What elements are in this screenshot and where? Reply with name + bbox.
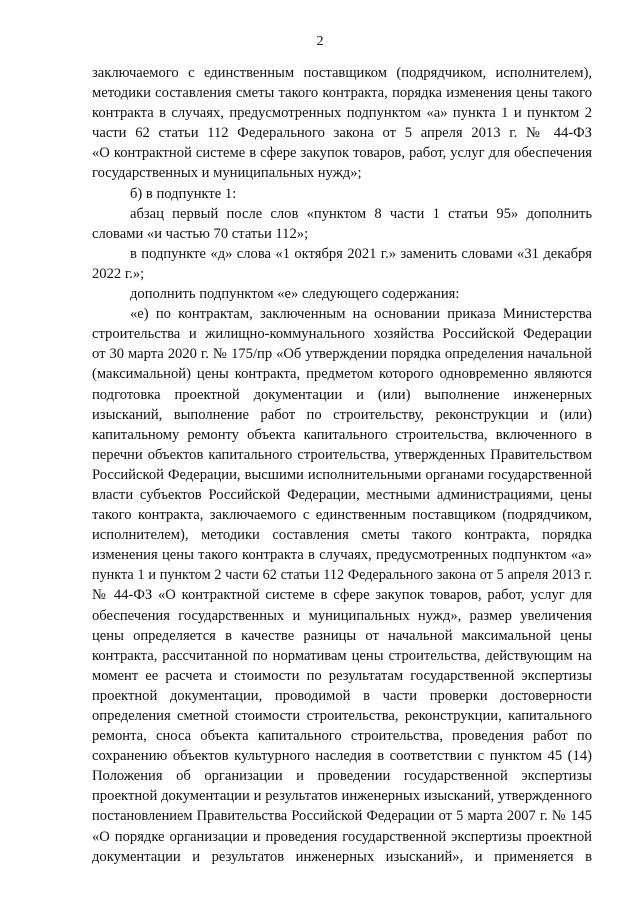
text-line: заключаемого с единственным поставщиком (подрядчиком, исполнителем), [92, 65, 592, 81]
text-line: власти субъектов Российской Федерации, местными администрациями, цены [92, 486, 592, 503]
page-number: 2 [316, 34, 324, 49]
text-line: № 44-ФЗ «О контрактной системе в сфере закупок товаров, работ, услуг для [92, 587, 592, 604]
text-line: пункта 1 и пунктом 2 части 62 статьи 112 Федерального закона от 5 апреля 2013 г. [92, 567, 592, 584]
text-line: методики составления сметы такого контракта, порядка изменения цены такого [92, 85, 592, 102]
text-line: ремонта, сноса объекта капитального строительства, проведения работ по [92, 728, 592, 745]
text-line: части 62 статьи 112 Федерального закона от 5 апреля 2013 г. № 44-ФЗ [92, 125, 592, 142]
text-line: проектной документации, проводимой в части проверки достоверности [92, 687, 592, 704]
text-line: момент ее расчета и стоимости по результатам государственной экспертизы [92, 667, 592, 684]
text-line: строительства и жилищно-коммунального хозяйства Российской Федерации [92, 326, 592, 343]
document-body [92, 63, 592, 867]
text-line: контракта, рассчитанной по нормативам цены строительства, действующим на [92, 647, 592, 664]
text-line: «О контрактной системе в сфере закупок товаров, работ, услуг для обеспечения [92, 145, 592, 162]
text-line: постановлением Правительства Российской Федерации от 5 марта 2007 г. № 145 [92, 808, 592, 825]
text-line: б) в подпункте 1: [130, 185, 237, 202]
text-line: дополнить подпунктом «е» следующего содержания: [130, 286, 460, 303]
text-line: цены определяется в качестве разницы от начальной максимальной цены [92, 627, 592, 644]
text-line: сохранению объектов культурного наследия в соответствии с пунктом 45 (14) [92, 748, 592, 765]
text-line: «О порядке организации и проведения государственной экспертизы проектной [92, 828, 592, 845]
text-line: (максимальной) цены контракта, предметом которого одновременно являются [92, 366, 592, 383]
text-line: контракта в случаях, предусмотренных подпунктом «а» пункта 1 и пунктом 2 [92, 105, 592, 122]
text-line: изысканий, выполнение работ по строительству, реконструкции и (или) [92, 406, 592, 423]
text-line: документации и результатов инженерных изысканий», и применяется в [92, 848, 592, 865]
text-line: Российской Федерации, высшими исполнительными органами государственной [92, 466, 592, 483]
text-line: перечни объектов капитального строительства, утвержденных Правительством [92, 446, 592, 463]
text-line: такого контракта, заключаемого с единственным поставщиком (подрядчиком, [92, 507, 592, 524]
text-line: обеспечения государственных и муниципальных нужд», размер увеличения [92, 607, 592, 624]
text-line: капитальному ремонту объекта капитального строительства, включенного в [92, 426, 592, 443]
text-line: в подпункте «д» слова «1 октября 2021 г.» заменить словами «31 декабря [130, 245, 592, 262]
text-line: определения сметной стоимости строительства, реконструкции, капитального [92, 708, 592, 724]
text-line: от 30 марта 2020 г. № 175/пр «Об утверждении порядка определения начальной [92, 346, 592, 363]
text-line: абзац первый после слов «пунктом 8 части 1 статьи 95» дополнить [130, 205, 592, 222]
text-line: проектной документации и результатов инженерных изысканий, утвержденного [92, 788, 592, 805]
text-line: словами «и частью 70 статьи 112»; [92, 225, 309, 242]
text-line: подготовка проектной документации и (или) выполнение инженерных [92, 386, 592, 403]
text-line: Положения об организации и проведении государственной экспертизы [92, 768, 592, 785]
text-line: государственных и муниципальных нужд»; [92, 165, 362, 182]
text-line: исполнителем), методики составления сметы такого контракта, порядка [92, 527, 592, 544]
text-line: «е) по контрактам, заключенным на основании приказа Министерства [130, 306, 592, 323]
text-line: 2022 г.»; [92, 265, 145, 282]
text-line: изменения цены такого контракта в случаях, предусмотренных подпунктом «а» [92, 547, 592, 564]
